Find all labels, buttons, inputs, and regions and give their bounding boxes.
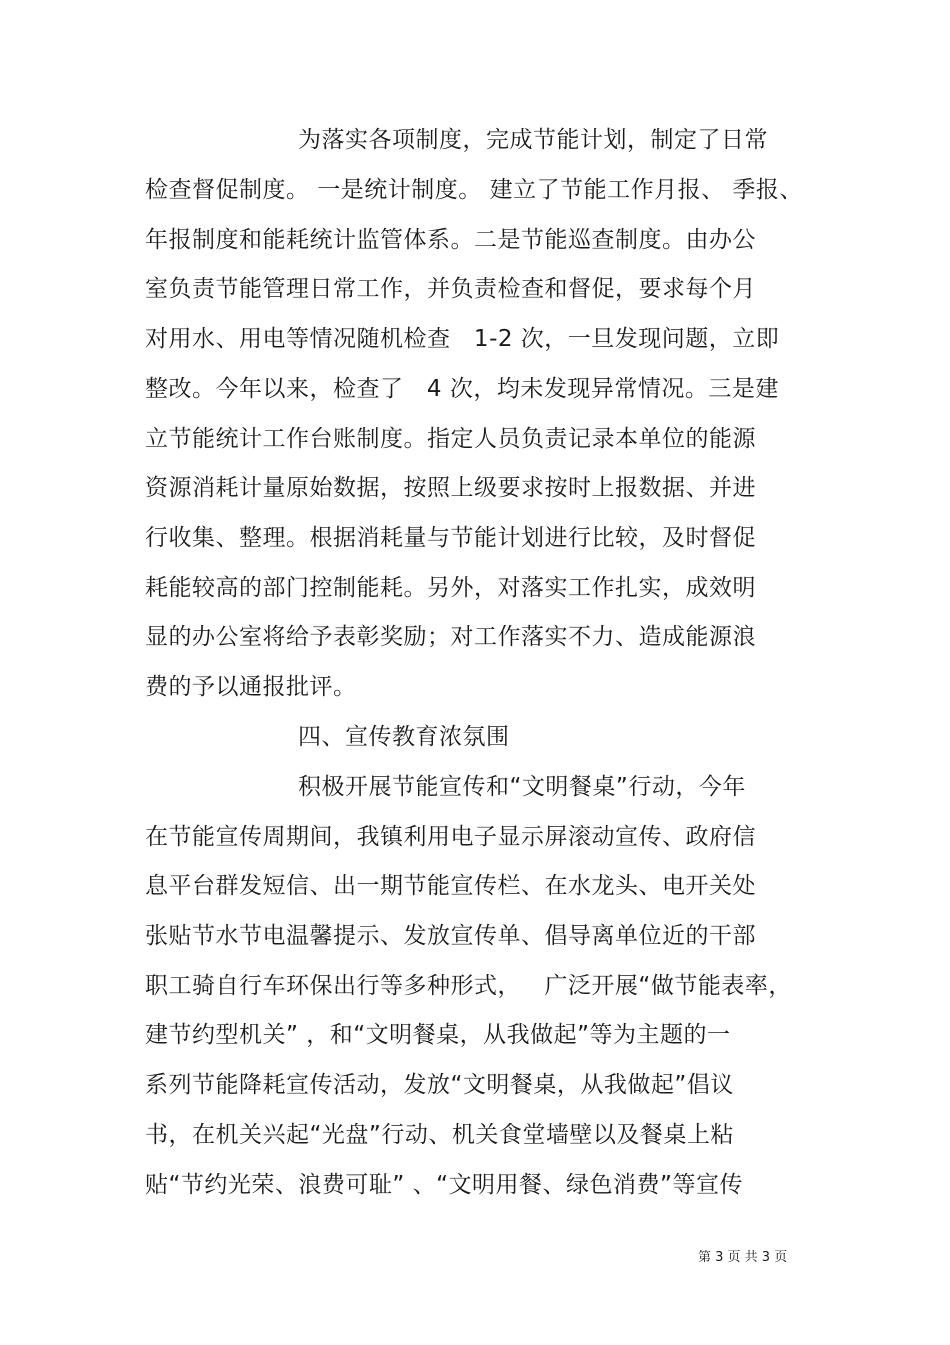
paragraph-line: 息平台群发短信、出一期节能宣传栏、在水龙头、电开关处 [145,873,756,899]
section-heading: 四、宣传教育浓氛围 [298,724,510,750]
paragraph-line: 职工骑自行车环保出行等多种形式， 广泛开展“做节能表率， [145,973,792,999]
paragraph-line: 费的予以通报批评。 [145,674,357,700]
paragraph-line: 室负责节能管理日常工作，并负责检查和督促，要求每个月 [145,276,756,302]
paragraph-line: 贴“节约光荣、浪费可耻” 、“文明用餐、绿色消费”等宣传 [145,1172,743,1198]
paragraph-line: 检查督促制度。 一是统计制度。 建立了节能工作月报、 季报、 [145,177,803,203]
page-number: 第 3 页 共 3 页 [698,1250,788,1265]
paragraph-line: 积极开展节能宣传和“文明餐桌”行动，今年 [298,774,746,800]
paragraph-line: 系列节能降耗宣传活动，发放“文明餐桌，从我做起”倡议 [145,1072,734,1098]
paragraph-line: 耗能较高的部门控制能耗。另外，对落实工作扎实，成效明 [145,575,756,601]
paragraph-line: 书，在机关兴起“光盘”行动、机关食堂墙壁以及餐桌上粘 [145,1122,734,1148]
paragraph-line: 行收集、整理。根据消耗量与节能计划进行比较，及时督促 [145,525,756,551]
paragraph-line: 在节能宣传周期间，我镇利用电子显示屏滚动宣传、政府信 [145,824,756,850]
paragraph-line: 对用水、用电等情况随机检查 1-2 次，一旦发现问题，立即 [145,326,780,352]
paragraph-line: 为落实各项制度，完成节能计划，制定了日常 [298,127,768,153]
paragraph-line: 整改。今年以来，检查了 4 次，均未发现异常情况。三是建 [145,376,779,402]
paragraph-line: 张贴节水节电温馨提示、发放宣传单、倡导离单位近的干部 [145,923,756,949]
paragraph-line: 立节能统计工作台账制度。指定人员负责记录本单位的能源 [145,426,756,452]
paragraph-line: 建节约型机关” ，和“文明餐桌，从我做起”等为主题的一 [145,1022,731,1048]
paragraph-line: 年报制度和能耗统计监管体系。二是节能巡查制度。由办公 [145,227,756,253]
paragraph-line: 显的办公室将给予表彰奖励；对工作落实不力、造成能源浪 [145,624,756,650]
paragraph-line: 资源消耗计量原始数据，按照上级要求按时上报数据、并进 [145,475,756,501]
